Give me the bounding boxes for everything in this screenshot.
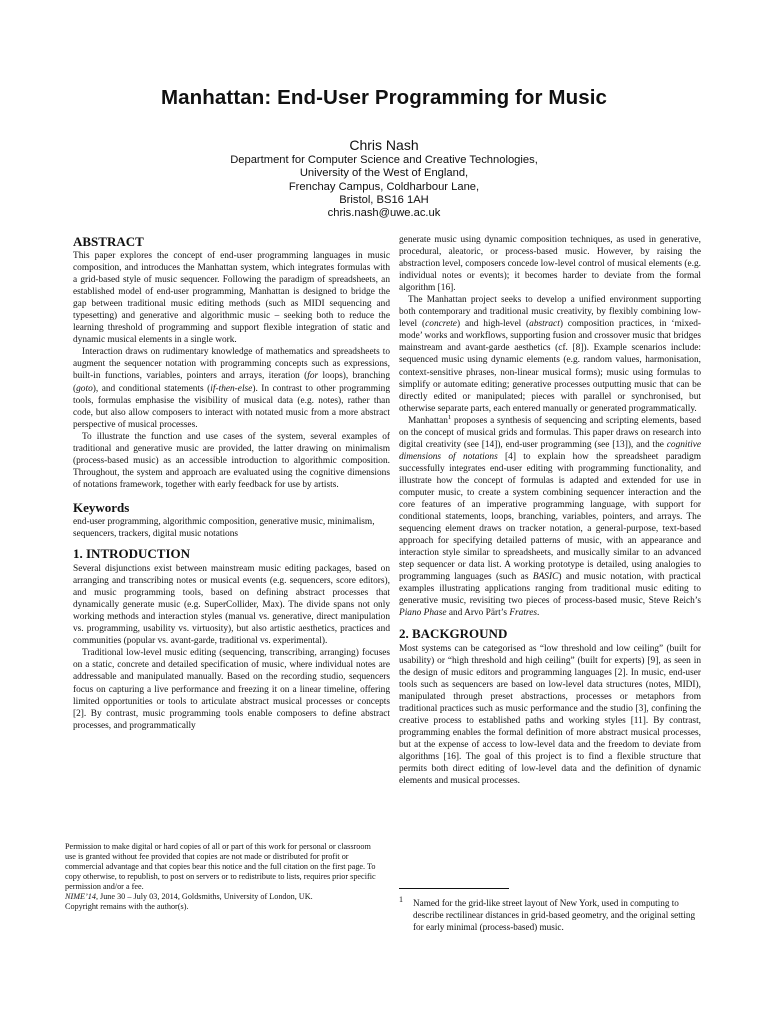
author-name: Chris Nash bbox=[349, 137, 419, 153]
text-run: ). In contrast to other programming tools, formulas emphasise the visibility of musical data (e.g. notes), rather than code, but also allow composers to interact with notated music from a more abstract perspective of musical processes. bbox=[73, 383, 390, 430]
affiliation-line: Department for Computer Science and Creative Technologies, bbox=[230, 154, 538, 166]
text-run: ) and high-level ( bbox=[456, 319, 530, 330]
emphasis-goto: goto bbox=[76, 383, 93, 394]
keywords-heading: Keywords bbox=[73, 499, 130, 515]
paper-title: Manhattan: End-User Programming for Music bbox=[160, 86, 608, 109]
abstract-heading: ABSTRACT bbox=[73, 234, 144, 249]
venue-details: , June 30 – July 03, 2014, Goldsmiths, University of London, UK. bbox=[95, 892, 313, 902]
body-paragraph: Most systems can be categorised as “low threshold and low ceiling” (built for usability) or “high threshold and high ceiling” (built for experts) [9], as seen in the design of music editors and programming languages [2]. In music, end-user tools such as sequencers are based on low-level data structures (notes, MIDI), manipulated through preset abstractions, processes or metaphors from traditional practices such as music performance and the studio [3], confining the creative process to established paths and working styles [11]. By contrast, programming enables the formal definition of more abstract musical processes, but at the expense of access to low-level data and the freedom to deviate from algorithms [16]. The goal of this project is to find a flexible structure that permits both direct editing of low-level data and the definition of dynamic elements and musical processes. bbox=[399, 643, 701, 787]
venue-name: NIME’14 bbox=[65, 892, 96, 902]
footnote-divider bbox=[399, 888, 509, 889]
emphasis-piano-phase: Piano Phase bbox=[399, 608, 447, 619]
emphasis-abstract: abstract bbox=[529, 319, 560, 330]
emphasis-if-then-else: if-then-else bbox=[210, 383, 253, 394]
body-paragraph bbox=[399, 294, 701, 414]
permission-notice bbox=[65, 842, 381, 912]
body-paragraph: generate music using dynamic composition techniques, as used in generative, procedural, aleatoric, or process-based music. However, by raising the abstraction level, composers concede low-level control of musical elements (e.g. individual notes or events); it becomes harder to deviate from the formal algorithm [16]. bbox=[399, 235, 701, 294]
keywords-text: end-user programming, algorithmic composition, generative music, minimalism, sequencers, trackers, digital music notations bbox=[73, 516, 375, 539]
author-block bbox=[0, 137, 768, 220]
emphasis-basic: BASIC bbox=[532, 572, 559, 583]
footnote bbox=[399, 897, 701, 933]
permission-text: Permission to make digital or hard copies of all or part of this work for personal or classroom use is granted without fee provided that copies are not made or distributed for profit or commercial advantage and that copies bear this notice and the full citation on the first page. To copy otherwise, to republish, to post on servers or to redistribute to lists, requires prior specific permission and/or a fee. bbox=[65, 842, 376, 892]
affiliation-line: University of the West of England, bbox=[299, 167, 469, 180]
text-run: The Manhattan project seeks to develop a unified environment supporting both contemporary and traditional music creativity, by flexibly combining low-level ( bbox=[399, 295, 701, 330]
affiliation-line: Bristol, BS16 1AH bbox=[339, 193, 429, 206]
abstract-paragraph bbox=[73, 346, 390, 430]
emphasis-concrete: concrete bbox=[425, 319, 457, 330]
footnote-number: 1 bbox=[399, 895, 403, 904]
copyright-line: Copyright remains with the author(s). bbox=[65, 902, 189, 912]
text-run: loops), branching ( bbox=[73, 371, 390, 394]
abstract-paragraph: This paper explores the concept of end-user programming languages in music composition, and introduces the Manhattan system, which integrates formulas with a grid-based style of music sequencer. Following the paradigm of spreadsheets, an established model of end-user programming, Manhattan is designed to bridge the gap between traditional music editing methods (such as MIDI sequencing and typesetting) and generative and algorithmic music – seeking both to reduce the learning threshold of programming and support flexible integration of static and dynamic musical elements in a single work. bbox=[73, 251, 390, 346]
footnote-marker[interactable]: 1 bbox=[447, 413, 452, 421]
emphasis-fratres: Fratres bbox=[509, 608, 537, 619]
text-run: proposes a synthesis of sequencing and scripting elements, based on the concept of musical grids and formulas. This paper draws on research into digital creativity (see [14]), end-user programming (see [13]), and the bbox=[399, 415, 701, 450]
text-run: and Arvo Pärt’s bbox=[446, 608, 510, 619]
text-run: ) composition practices, in ‘mixed-mode’ works and workflows, supporting fusion and crossover music that bridges mainstream and avant-garde aesthetics (cf. [8]). Example scenarios include: sequenced music using dynamic elements (e.g. random values, harmonisation, context-sensitive phrases, non-linear musical forms); music using formulas to simplify or automate editing; generative processes outputting music that can be directly edited or manipulated; pieces with parallel or synchronised, but otherwise separate parts, each entered manually or generated programmatically. bbox=[399, 319, 701, 414]
text-run: ), and conditional statements ( bbox=[92, 383, 211, 394]
emphasis-for: for bbox=[307, 371, 319, 382]
text-run: Interaction draws on rudimentary knowledge of mathematics and spreadsheets to augment the sequencer notation with programming concepts such as expressions, built-in functions, variables, pointers and arrays, iteration ( bbox=[73, 347, 390, 382]
text-run: . bbox=[537, 608, 540, 619]
left-column bbox=[73, 234, 390, 732]
section-heading-background: 2. BACKGROUND bbox=[399, 625, 508, 641]
body-paragraph: Several disjunctions exist between mainstream music editing packages, based on arranging and transcribing notes or musical events (e.g. sequencers, score editors), and music programming tools, based on defining abstract processes that dynamically generate music (e.g. SuperCollider, Max). The divide spans not only working methods and interaction styles (manual vs. generative, direct manipulation vs. programming, usability vs. virtuosity), but also artistic aesthetics, practices and communities (popular vs. avant-garde, traditional vs. experimental). bbox=[73, 564, 390, 647]
right-column bbox=[399, 234, 701, 787]
abstract-paragraph: To illustrate the function and use cases of the system, several examples of traditional and generative music are provided, the latter drawing on minimalism (process-based music) as an accessible introduction to algorithmic composition. Throughout, the system and approach are evaluated using the cognitive dimensions of notations framework, together with early feedback for use by artists. bbox=[73, 431, 390, 490]
body-paragraph: Traditional low-level music editing (sequencing, transcribing, arranging) focuses on a static, concrete and detailed specification of music, where individual notes are addressable and manipulated manually. Based on the recording studio, sequencers focus on capturing a live performance and freezing it on a linear timeline, offering limited opportunities or tools to articulate abstract musical processes or concepts [2]. By contrast, music programming tools enable composers to define abstract processes, and programmatically bbox=[73, 648, 390, 731]
emphasis-cognitive-dimensions: cognitive dimensions of notations bbox=[399, 439, 701, 462]
section-heading-introduction: 1. INTRODUCTION bbox=[73, 546, 191, 562]
text-run: Manhattan bbox=[408, 415, 448, 426]
author-email[interactable]: chris.nash@uwe.ac.uk bbox=[327, 207, 441, 220]
text-run: ) and music notation, with practical examples illustrating applications ranging from traditional music editing to generative music, revisiting two pieces of process-based music, Steve Reich’s bbox=[399, 572, 701, 607]
affiliation-line: Frenchay Campus, Coldharbour Lane, bbox=[288, 180, 480, 193]
body-paragraph bbox=[399, 415, 701, 620]
text-run: [4] to explain how the spreadsheet paradigm successfully integrates end-user editing with programming functionality, and illustrate how the concept of formulas is adapted and extended for use in computer music, to create a system combining sequencer interaction and the core features of an imperative programming language, with support for conditional statements, loops, branching, variables, pointers, and arrays. The sequencing element draws on tracker notation, a general-purpose, text-based approach for specifying detailed patterns of music, with an appearance and interaction style similar to spreadsheets, and musically similar to an advanced step sequencer or data list. A working prototype is detailed, using analogies to programming languages (such as bbox=[399, 451, 701, 583]
footnote-text: Named for the grid-like street layout of New York, used in computing to describe rectilinear distances in grid-based geometry, and the original setting for early minimal (process-based) music. bbox=[413, 898, 696, 932]
